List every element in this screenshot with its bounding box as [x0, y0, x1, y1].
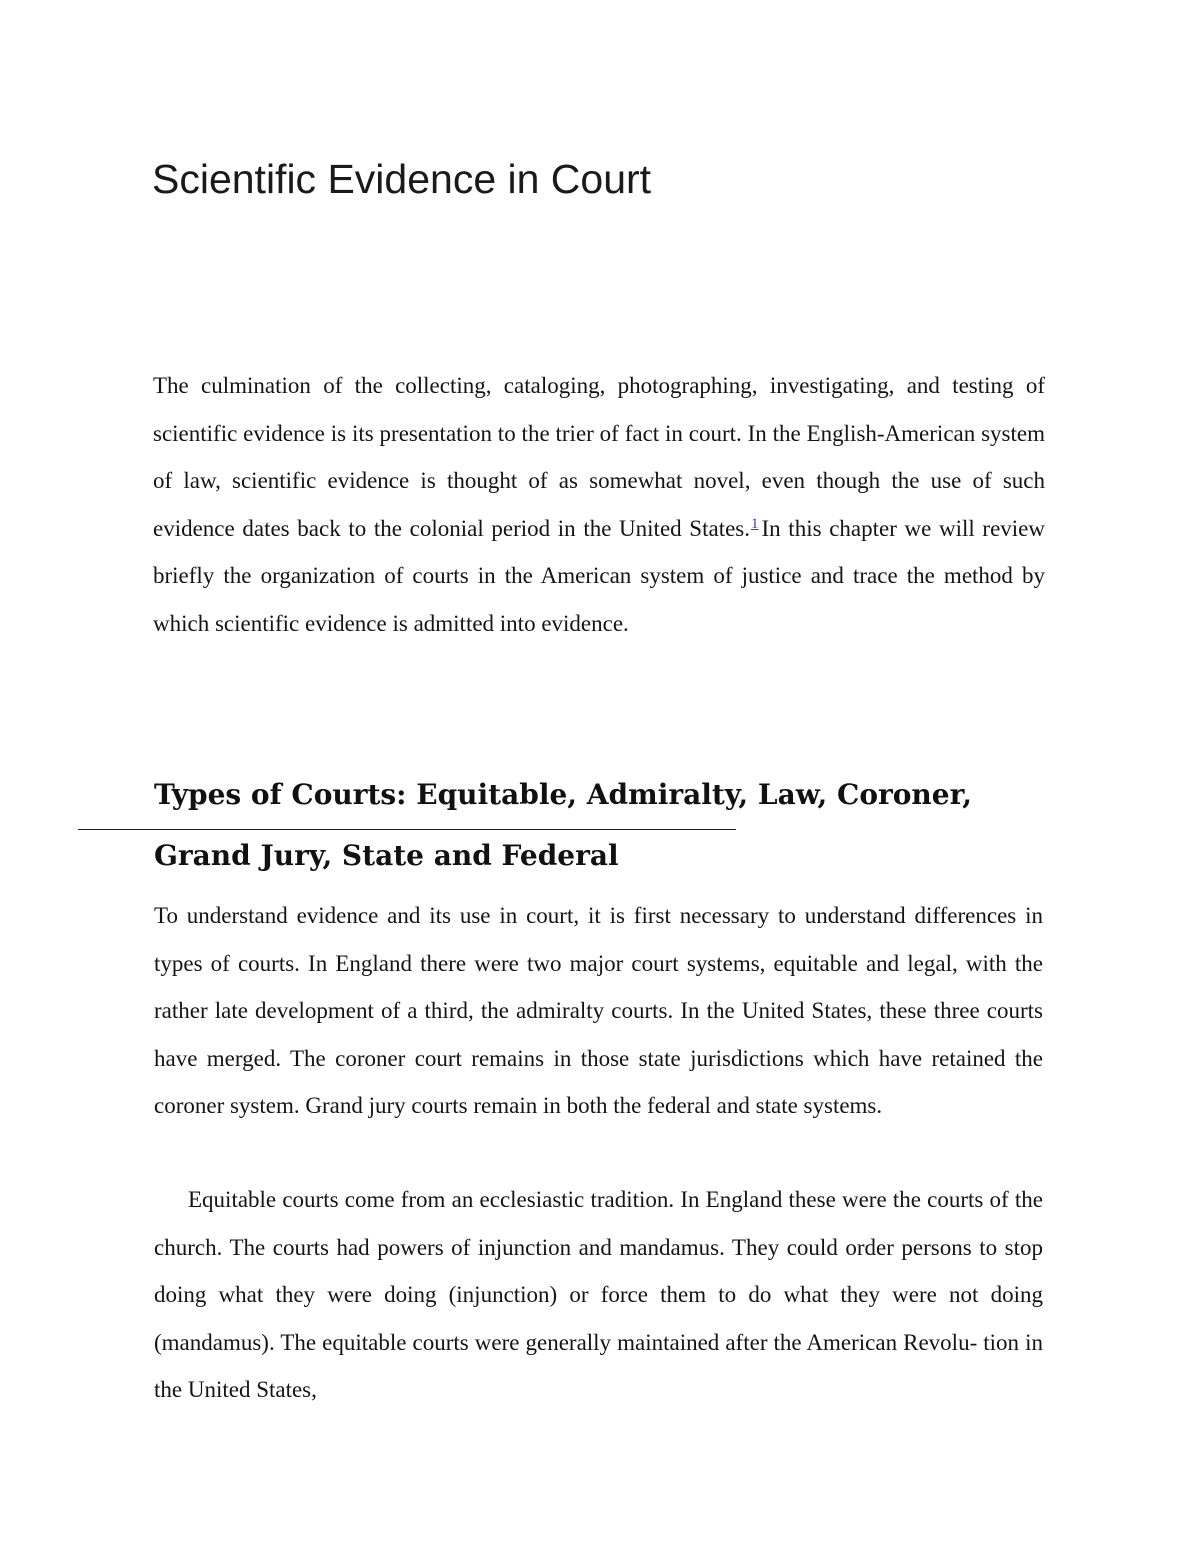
footnote-separator-line: [78, 829, 736, 830]
intro-text-continued: In this chapter we will review briefly the organization of courts in the American system of justice and trace the method by which scientific evidence is admitted into evidence.: [153, 515, 1045, 636]
intro-paragraph: [153, 362, 1045, 647]
equitable-courts-paragraph: Equitable courts come from an ecclesiastic tradition. In England these were the courts of the church. The courts had powers of injunction and mandamus. They could order persons to stop doing what they were doing (injunction) or force them to do what they were not doing (mandamus). The equitable courts were generally maintained after the American Revolu- tion in the United States,: [154, 1187, 1043, 1402]
document-title: Scientific Evidence in Court: [152, 156, 652, 202]
intro-text: The culmination of the collecting, cataloging, photographing, investigating, and testing of scientific evidence is its presentation to the trier of fact in court. In the English-American system of law, scientific evidence is thought of as somewhat novel, even though the use of such evidence dates back to the colonial period in the United States.: [153, 373, 1045, 541]
types-of-courts-paragraph: To understand evidence and its use in court, it is first necessary to understand differences in types of courts. In England there were two major court systems, equitable and legal, with the rather late development of a third, the admiralty courts. In the United States, these three courts have merged. The coroner court remains in those state jurisdictions which have retained the coroner system. Grand jury courts remain in both the federal and state systems.: [154, 903, 1043, 1118]
footnote-link[interactable]: 1: [751, 515, 759, 532]
section-heading: Types of Courts: Equitable, Admiralty, Law, Coroner, Grand Jury, State and Federal: [154, 778, 973, 872]
